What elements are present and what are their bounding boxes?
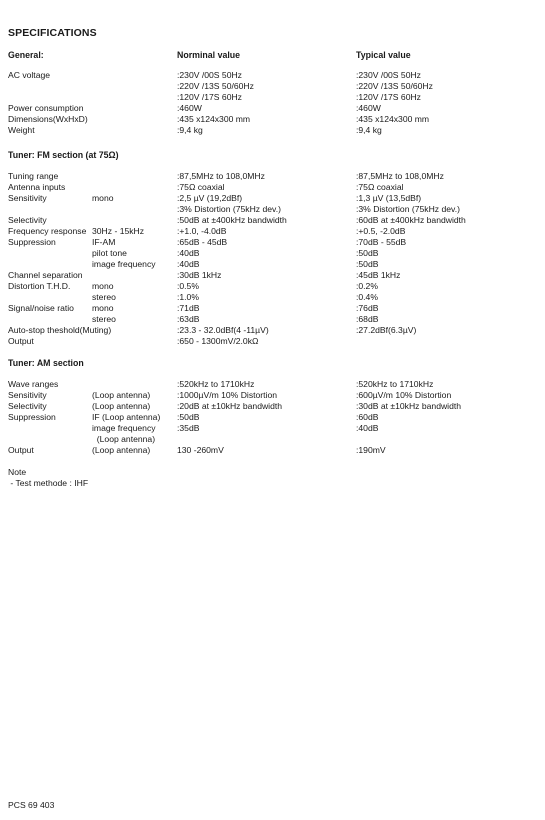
spec-sublabel: mono (92, 281, 114, 291)
nominal-value: :1.0% (177, 292, 199, 302)
nominal-value: :2,5 µV (19,2dBf) (177, 193, 243, 203)
spec-label: Dimensions(WxHxD) (8, 114, 88, 124)
spec-label: AC voltage (8, 70, 51, 80)
nominal-value: :435 x124x300 mm (177, 114, 251, 124)
nominal-value: :87,5MHz to 108,0MHz (177, 171, 265, 181)
spec-label: Distortion T.H.D. (8, 281, 71, 291)
typical-value: :1,3 µV (13,5dBf) (356, 193, 422, 203)
spec-sublabel: IF-AM (92, 237, 116, 247)
spec-row (8, 423, 538, 434)
spec-rows (8, 379, 538, 456)
spec-row (8, 70, 538, 81)
spec-sublabel: (Loop antenna) (92, 434, 156, 444)
spec-row (8, 226, 538, 237)
spec-row (8, 390, 538, 401)
section-title: Tuner: FM section (at 75Ω) (8, 150, 119, 160)
nominal-value: :65dB - 45dB (177, 237, 228, 247)
nominal-value: 130 -260mV (177, 445, 224, 455)
nominal-value: :20dB at ±10kHz bandwidth (177, 401, 283, 411)
spec-row (8, 303, 538, 314)
typical-value: :190mV (356, 445, 386, 455)
spec-sublabel: (Loop antenna) (92, 390, 151, 400)
typical-value: :0.2% (356, 281, 378, 291)
typical-value: :230V /00S 50Hz (356, 70, 421, 80)
section-general (8, 50, 538, 136)
nominal-value: :+1.0, -4.0dB (177, 226, 227, 236)
section-title: General: (8, 50, 44, 60)
typical-value: :45dB 1kHz (356, 270, 401, 280)
page-title: SPECIFICATIONS (8, 27, 97, 39)
typical-value: :+0.5, -2.0dB (356, 226, 406, 236)
spec-sublabel: IF (Loop antenna) (92, 412, 161, 422)
spec-row (8, 270, 538, 281)
typical-value: :27.2dBf(6.3µV) (356, 325, 417, 335)
spec-row (8, 81, 538, 92)
typical-value: :76dB (356, 303, 379, 313)
nominal-value: :120V /17S 60Hz (177, 92, 242, 102)
spec-row (8, 292, 538, 303)
spec-sublabel: 30Hz - 15kHz (92, 226, 145, 236)
spec-sublabel: stereo (92, 314, 116, 324)
spec-row (8, 248, 538, 259)
spec-row (8, 114, 538, 125)
typical-value: :9,4 kg (356, 125, 382, 135)
nominal-value: :650 - 1300mV/2.0kΩ (177, 336, 259, 346)
spec-sublabel: (Loop antenna) (92, 401, 151, 411)
typical-column-heading: Typical value (356, 50, 411, 60)
nominal-value: :50dB (177, 412, 200, 422)
spec-row (8, 171, 538, 182)
typical-value: :3% Distortion (75kHz dev.) (356, 204, 460, 214)
typical-value: :520kHz to 1710kHz (356, 379, 434, 389)
nominal-value: :23.3 - 32.0dBf(4 -11µV) (177, 325, 269, 335)
nominal-value: :9,4 kg (177, 125, 203, 135)
spec-sublabel: image frequency (92, 259, 156, 269)
spec-sublabel: stereo (92, 292, 116, 302)
spec-label: Weight (8, 125, 35, 135)
spec-sublabel: mono (92, 193, 114, 203)
spec-row (8, 314, 538, 325)
spec-sublabel: image frequency (92, 423, 156, 433)
nominal-value: :220V /13S 50/60Hz (177, 81, 254, 91)
spec-row (8, 412, 538, 423)
note-heading: Note (8, 467, 27, 477)
typical-value: :68dB (356, 314, 379, 324)
nominal-value: :1000µV/m 10% Distortion (177, 390, 278, 400)
typical-value: :50dB (356, 248, 379, 258)
spec-label: Wave ranges (8, 379, 59, 389)
nominal-value: :75Ω coaxial (177, 182, 225, 192)
spec-label: Suppression (8, 237, 56, 247)
nominal-value: :460W (177, 103, 202, 113)
spec-label: Output (8, 336, 34, 346)
spec-row (8, 182, 538, 193)
typical-value: :50dB (356, 259, 379, 269)
nominal-value: :3% Distortion (75kHz dev.) (177, 204, 281, 214)
typical-value: :40dB (356, 423, 379, 433)
nominal-value: :35dB (177, 423, 200, 433)
spec-row (8, 434, 538, 445)
nominal-value: :30dB 1kHz (177, 270, 222, 280)
spec-sublabel: mono (92, 303, 114, 313)
spec-row (8, 379, 538, 390)
nominal-value: :0.5% (177, 281, 199, 291)
spec-sublabel: (Loop antenna) (92, 445, 151, 455)
note-block (8, 467, 88, 489)
nominal-value: :63dB (177, 314, 200, 324)
section-title: Tuner: AM section (8, 358, 84, 368)
section-heading (8, 50, 538, 62)
nominal-value: :50dB at ±400kHz bandwidth (177, 215, 287, 225)
spec-rows (8, 70, 538, 136)
spec-row (8, 401, 538, 412)
spec-label: Suppression (8, 412, 56, 422)
typical-value: :435 x124x300 mm (356, 114, 430, 124)
nominal-column-heading: Norminal value (177, 50, 241, 60)
spec-label: Tuning range (8, 171, 59, 181)
spec-row (8, 259, 538, 270)
spec-rows (8, 171, 538, 347)
spec-label: Output (8, 445, 34, 455)
nominal-value: :520kHz to 1710kHz (177, 379, 255, 389)
spec-label: Selectivity (8, 401, 47, 411)
spec-label: Sensitivity (8, 390, 47, 400)
typical-value: :70dB - 55dB (356, 237, 407, 247)
nominal-value: :230V /00S 50Hz (177, 70, 242, 80)
typical-value: :60dB (356, 412, 379, 422)
section-fm-tuner (8, 150, 538, 347)
typical-value: :0.4% (356, 292, 378, 302)
spec-label: Channel separation (8, 270, 83, 280)
nominal-value: :40dB (177, 259, 200, 269)
spec-row (8, 215, 538, 226)
section-am-tuner (8, 358, 538, 456)
typical-value: :120V /17S 60Hz (356, 92, 421, 102)
spec-label: Selectivity (8, 215, 47, 225)
spec-row (8, 237, 538, 248)
typical-value: :60dB at ±400kHz bandwidth (356, 215, 466, 225)
spec-row (8, 336, 538, 347)
spec-label: Power consumption (8, 103, 84, 113)
spec-label: Sensitivity (8, 193, 47, 203)
spec-row (8, 193, 538, 204)
spec-label: Antenna inputs (8, 182, 66, 192)
spec-sublabel: pilot tone (92, 248, 127, 258)
nominal-value: :40dB (177, 248, 200, 258)
spec-label: Auto-stop theshold(Muting) (8, 325, 112, 335)
spec-label: Frequency response (8, 226, 87, 236)
typical-value: :460W (356, 103, 381, 113)
typical-value: :30dB at ±10kHz bandwidth (356, 401, 462, 411)
spec-label: Signal/noise ratio (8, 303, 74, 313)
typical-value: :75Ω coaxial (356, 182, 404, 192)
spec-row (8, 204, 538, 215)
spec-row (8, 92, 538, 103)
section-heading (8, 150, 538, 162)
typical-value: :220V /13S 50/60Hz (356, 81, 433, 91)
note-line: - Test methode : IHF (8, 478, 89, 488)
typical-value: :600µV/m 10% Distortion (356, 390, 452, 400)
spec-row (8, 103, 538, 114)
spec-row (8, 325, 538, 336)
spec-row (8, 281, 538, 292)
document-code: PCS 69 403 (8, 800, 55, 810)
typical-value: :87,5MHz to 108,0MHz (356, 171, 444, 181)
spec-row (8, 125, 538, 136)
section-heading (8, 358, 538, 370)
spec-row (8, 445, 538, 456)
nominal-value: :71dB (177, 303, 200, 313)
